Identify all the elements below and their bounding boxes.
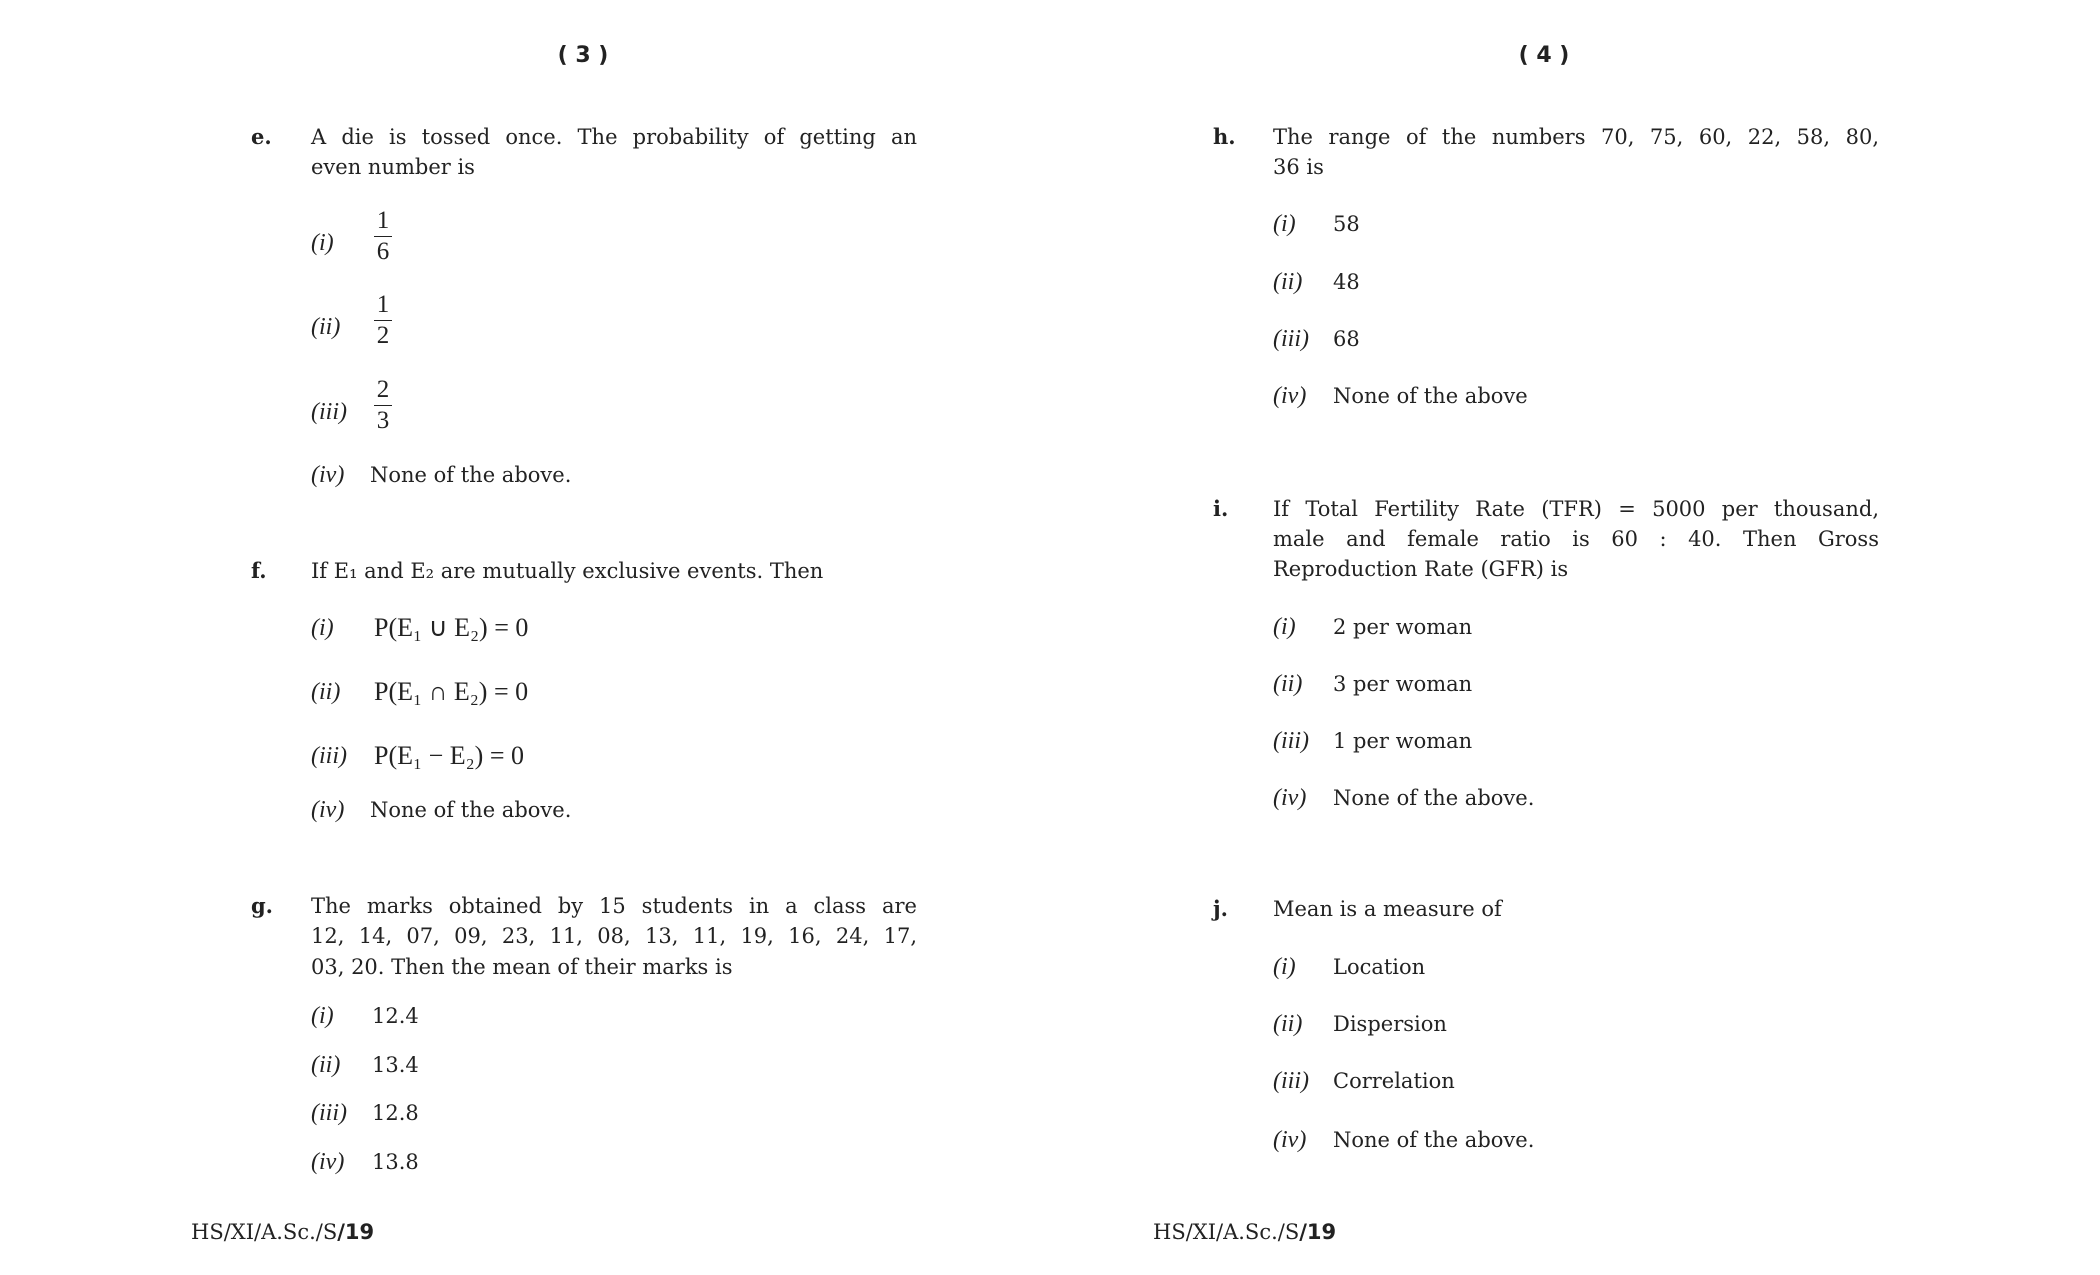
fraction	[374, 290, 392, 351]
option-text: None of the above.	[370, 463, 572, 487]
option-label: (iv)	[1273, 383, 1307, 409]
question-label: h.	[1213, 124, 1236, 149]
option-label: (iii)	[1273, 326, 1309, 352]
option-text: 2 per woman	[1333, 615, 1473, 639]
denominator: 3	[376, 407, 390, 434]
option-label: (i)	[311, 1003, 334, 1029]
numerator: 1	[376, 291, 390, 318]
option-label: (iii)	[311, 399, 347, 425]
option-label: (i)	[1273, 954, 1296, 980]
option-label: (iii)	[1273, 1068, 1309, 1094]
option-text: Correlation	[1333, 1069, 1455, 1093]
option-text: 13.8	[372, 1150, 419, 1174]
question-text: Mean is a measure of	[1273, 897, 1502, 921]
footer-code-right	[1153, 1217, 1336, 1247]
option-text: 13.4	[372, 1053, 419, 1077]
option-text: 12.4	[372, 1004, 419, 1028]
option-text: None of the above.	[370, 798, 572, 822]
option-text: P(E₁ − E₂) = 0	[374, 741, 524, 770]
option-label: (ii)	[311, 314, 341, 340]
option-text: 1 per woman	[1333, 729, 1473, 753]
option-text: 12.8	[372, 1101, 419, 1125]
option-text: Location	[1333, 955, 1426, 979]
option-text: P(E₁ ∪ E₂) = 0	[374, 613, 529, 642]
option-text: Dispersion	[1333, 1012, 1447, 1036]
footer-code-left	[191, 1217, 374, 1247]
denominator: 2	[376, 322, 390, 349]
page-number-left: ( 3 )	[557, 43, 609, 68]
option-label: (iv)	[1273, 785, 1307, 811]
option-label: (iv)	[311, 797, 345, 823]
question-label: g.	[251, 893, 273, 918]
question-label: j.	[1213, 896, 1228, 921]
option-label: (i)	[1273, 614, 1296, 640]
option-label: (ii)	[1273, 671, 1303, 697]
option-label: (ii)	[1273, 269, 1303, 295]
question-text: If E₁ and E₂ are mutually exclusive events. Then	[311, 559, 824, 583]
option-label: (i)	[311, 615, 334, 641]
fraction	[374, 206, 392, 267]
option-label: (iv)	[311, 1149, 345, 1175]
footer-year: /19	[337, 1220, 375, 1244]
option-text: None of the above	[1333, 384, 1528, 408]
denominator: 6	[376, 238, 390, 265]
option-label: (iii)	[311, 1100, 347, 1126]
option-label: (iii)	[311, 743, 347, 769]
question-text: even number is	[311, 155, 475, 179]
option-text: P(E₁ ∩ E₂) = 0	[374, 677, 529, 706]
option-text: 58	[1333, 212, 1360, 236]
option-label: (iv)	[311, 462, 345, 488]
question-text: The marks obtained by 15 students in a class are	[311, 894, 917, 918]
question-label: e.	[251, 124, 272, 149]
option-text: 48	[1333, 270, 1360, 294]
question-text: The range of the numbers 70, 75, 60, 22, 58, 80,	[1273, 125, 1879, 149]
option-label: (ii)	[1273, 1011, 1303, 1037]
option-label: (iii)	[1273, 728, 1309, 754]
footer-code: HS/XI/A.Sc./S	[1153, 1220, 1300, 1244]
question-label: f.	[251, 558, 267, 583]
page-number-right: ( 4 )	[1518, 43, 1570, 68]
question-label: i.	[1213, 496, 1229, 521]
option-text: None of the above.	[1333, 1128, 1535, 1152]
question-text: Reproduction Rate (GFR) is	[1273, 557, 1569, 581]
option-text: None of the above.	[1333, 786, 1535, 810]
footer-year: /19	[1299, 1220, 1337, 1244]
fraction	[374, 375, 392, 436]
option-label: (i)	[1273, 211, 1296, 237]
question-text: 36 is	[1273, 155, 1324, 179]
question-text: A die is tossed once. The probability of getting an	[311, 125, 917, 149]
question-text: male and female ratio is 60 : 40. Then Gross	[1273, 527, 1879, 551]
numerator: 2	[376, 376, 390, 403]
option-label: (iv)	[1273, 1127, 1307, 1153]
option-label: (ii)	[311, 1052, 341, 1078]
question-text: 12, 14, 07, 09, 23, 11, 08, 13, 11, 19, 16, 24, 17,	[311, 924, 917, 948]
question-text: If Total Fertility Rate (TFR) = 5000 per thousand,	[1273, 497, 1879, 521]
question-text: 03, 20. Then the mean of their marks is	[311, 955, 733, 979]
option-label: (i)	[311, 230, 334, 256]
option-label: (ii)	[311, 679, 341, 705]
option-text: 68	[1333, 327, 1360, 351]
footer-code: HS/XI/A.Sc./S	[191, 1220, 338, 1244]
option-text: 3 per woman	[1333, 672, 1473, 696]
numerator: 1	[376, 207, 390, 234]
